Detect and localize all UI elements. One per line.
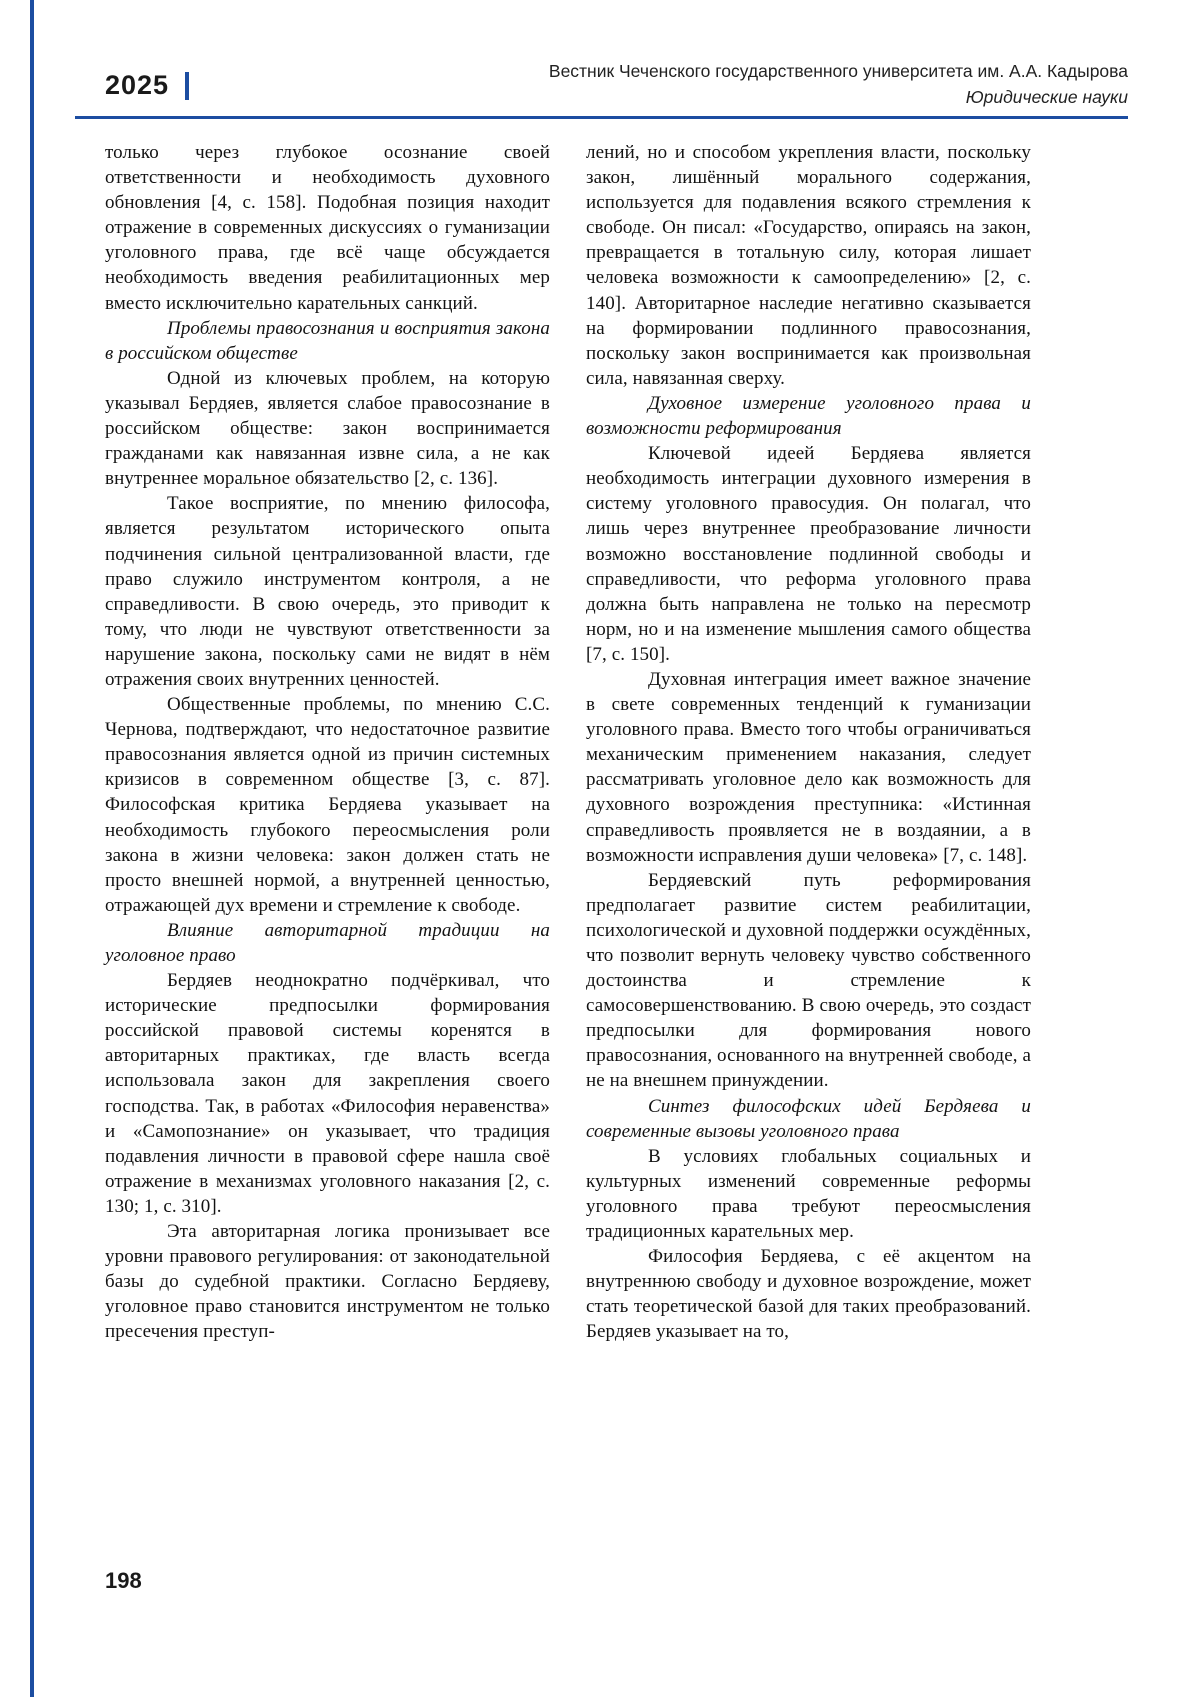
page-footer [105, 1568, 142, 1594]
journal-title: Вестник Чеченского государственного университета им. А.А. Кадырова [548, 61, 1128, 81]
left-accent-bar [30, 0, 34, 1697]
paragraph: лений, но и способом укрепления власти, поскольку закон, лишённый морального содержания, используется для подавления всякого стремления к свободе. Он писал: «Государство, опираясь на закон, превращается в тотальную силу, которая лишает человека возможности к самоопределению» [2, с. 140]. Авторитарное наследие негативно сказывается на формировании подлинного правосознания, поскольку закон воспринимается как произвольная сила, навязанная сверху. [586, 142, 1031, 389]
section-heading: Синтез философских идей Бердяева и современные вызовы уголовного права [586, 1095, 1031, 1142]
header-rule [75, 116, 1128, 119]
paragraph: Духовная интеграция имеет важное значение в свете современных тенденций к гуманизации уголовного права. Вместо того чтобы ограничиваться механическим применением наказания, следует рассматривать уголовное дело как возможность для духовного возрождения преступника: «Истинная справедливость проявляется не в воздаянии, а в возможности исправления души человека» [7, с. 148]. [586, 668, 1031, 866]
paragraph: Одной из ключевых проблем, на которую указывал Бердяев, является слабое правосознание в российском обществе: закон воспринимается гражданами как навязанная извне сила, а не как внутреннее моральное обязательство [2, с. 136]. [105, 367, 550, 490]
paragraph: Общественные проблемы, по мнению С.С. Чернова, подтверждают, что недостаточное развитие правосознания является одной из причин системных кризисов в современном обществе [3, с. 87]. Философская критика Бердяева указывает на необходимость глубокого переосмысления роли закона в жизни человека: закон должен стать не просто внешней нормой, а внутренней ценностью, отражающей дух времени и стремление к свободе. [105, 694, 550, 916]
header-year: 2025 [105, 70, 170, 100]
paragraph: Бердяевский путь реформирования предполагает развитие систем реабилитации, психологической и духовной поддержки осуждённых, что позволит вернуть человеку чувство собственного достоинства и стремление к самосовершенствованию. В свою очередь, это создаст предпосылки для формирования нового правосознания, основанного на внутренней свободе, а не на внешнем принуждении. [586, 869, 1031, 1092]
section-heading: Проблемы правосознания и восприятия закона в российском обществе [105, 317, 550, 364]
paragraph: Такое восприятие, по мнению философа, является результатом исторического опыта подчинения сильной централизованной власти, где право служило инструментом контроля, а не справедливости. В свою очередь, это приводит к тому, что люди не чувствуют ответственности за нарушение закона, поскольку сами не видят в нём отражения своих внутренних ценностей. [105, 493, 550, 690]
right-column [586, 140, 1031, 1345]
paragraph: В условиях глобальных социальных и культурных изменений современные реформы уголовного права требуют переосмысления традиционных карательных мер. [586, 1145, 1031, 1243]
year-block [105, 70, 189, 101]
year-separator [185, 72, 189, 100]
page-number: 198 [105, 1568, 142, 1593]
paragraph: Бердяев неоднократно подчёркивал, что исторические предпосылки формирования российской правовой системы коренятся в авторитарных практиках, где власть всегда использовала закон для закрепления своего господства. Так, в работах «Философия неравенства» и «Самопознание» он указывает, что традиция подавления личности в правовой сфере нашла своё отражение в механизмах уголовного наказания [2, с. 130; 1, с. 310]. [105, 970, 550, 1217]
paragraph: Эта авторитарная логика пронизывает все уровни правового регулирования: от законодательной базы до судебной практики. Согласно Бердяеву, уголовное право становится инструментом не только пресечения преступ- [105, 1221, 550, 1343]
article-body [105, 140, 1031, 1345]
journal-section: Юридические науки [965, 87, 1128, 107]
page-header [105, 52, 1128, 118]
paragraph: Ключевой идеей Бердяева является необходимость интеграции духовного измерения в систему уголовного правосудия. Он полагал, что лишь через внутреннее преобразование личности возможно восстановление подлинной свободы и справедливости, что реформа уголовного права должна быть направлена не только на пересмотр норм, но и на изменение мышления самого общества [7, с. 150]. [586, 443, 1031, 665]
paragraph: только через глубокое осознание своей ответственности и необходимость духовного обновления [4, с. 158]. Подобная позиция находит отражение в современных дискуссиях о гуманизации уголовного права, где всё чаще обсуждается необходимость введения реабилитационных мер вместо исключительно карательных санкций. [105, 142, 550, 314]
left-column [105, 140, 550, 1345]
section-heading: Влияние авторитарной традиции на уголовное право [105, 919, 550, 966]
journal-header-text [549, 58, 1128, 110]
paragraph: Философия Бердяева, с её акцентом на внутреннюю свободу и духовное возрождение, может стать теоретической базой для таких преобразований. Бердяев указывает на то, [586, 1246, 1031, 1343]
section-heading: Духовное измерение уголовного права и возможности реформирования [586, 392, 1031, 440]
